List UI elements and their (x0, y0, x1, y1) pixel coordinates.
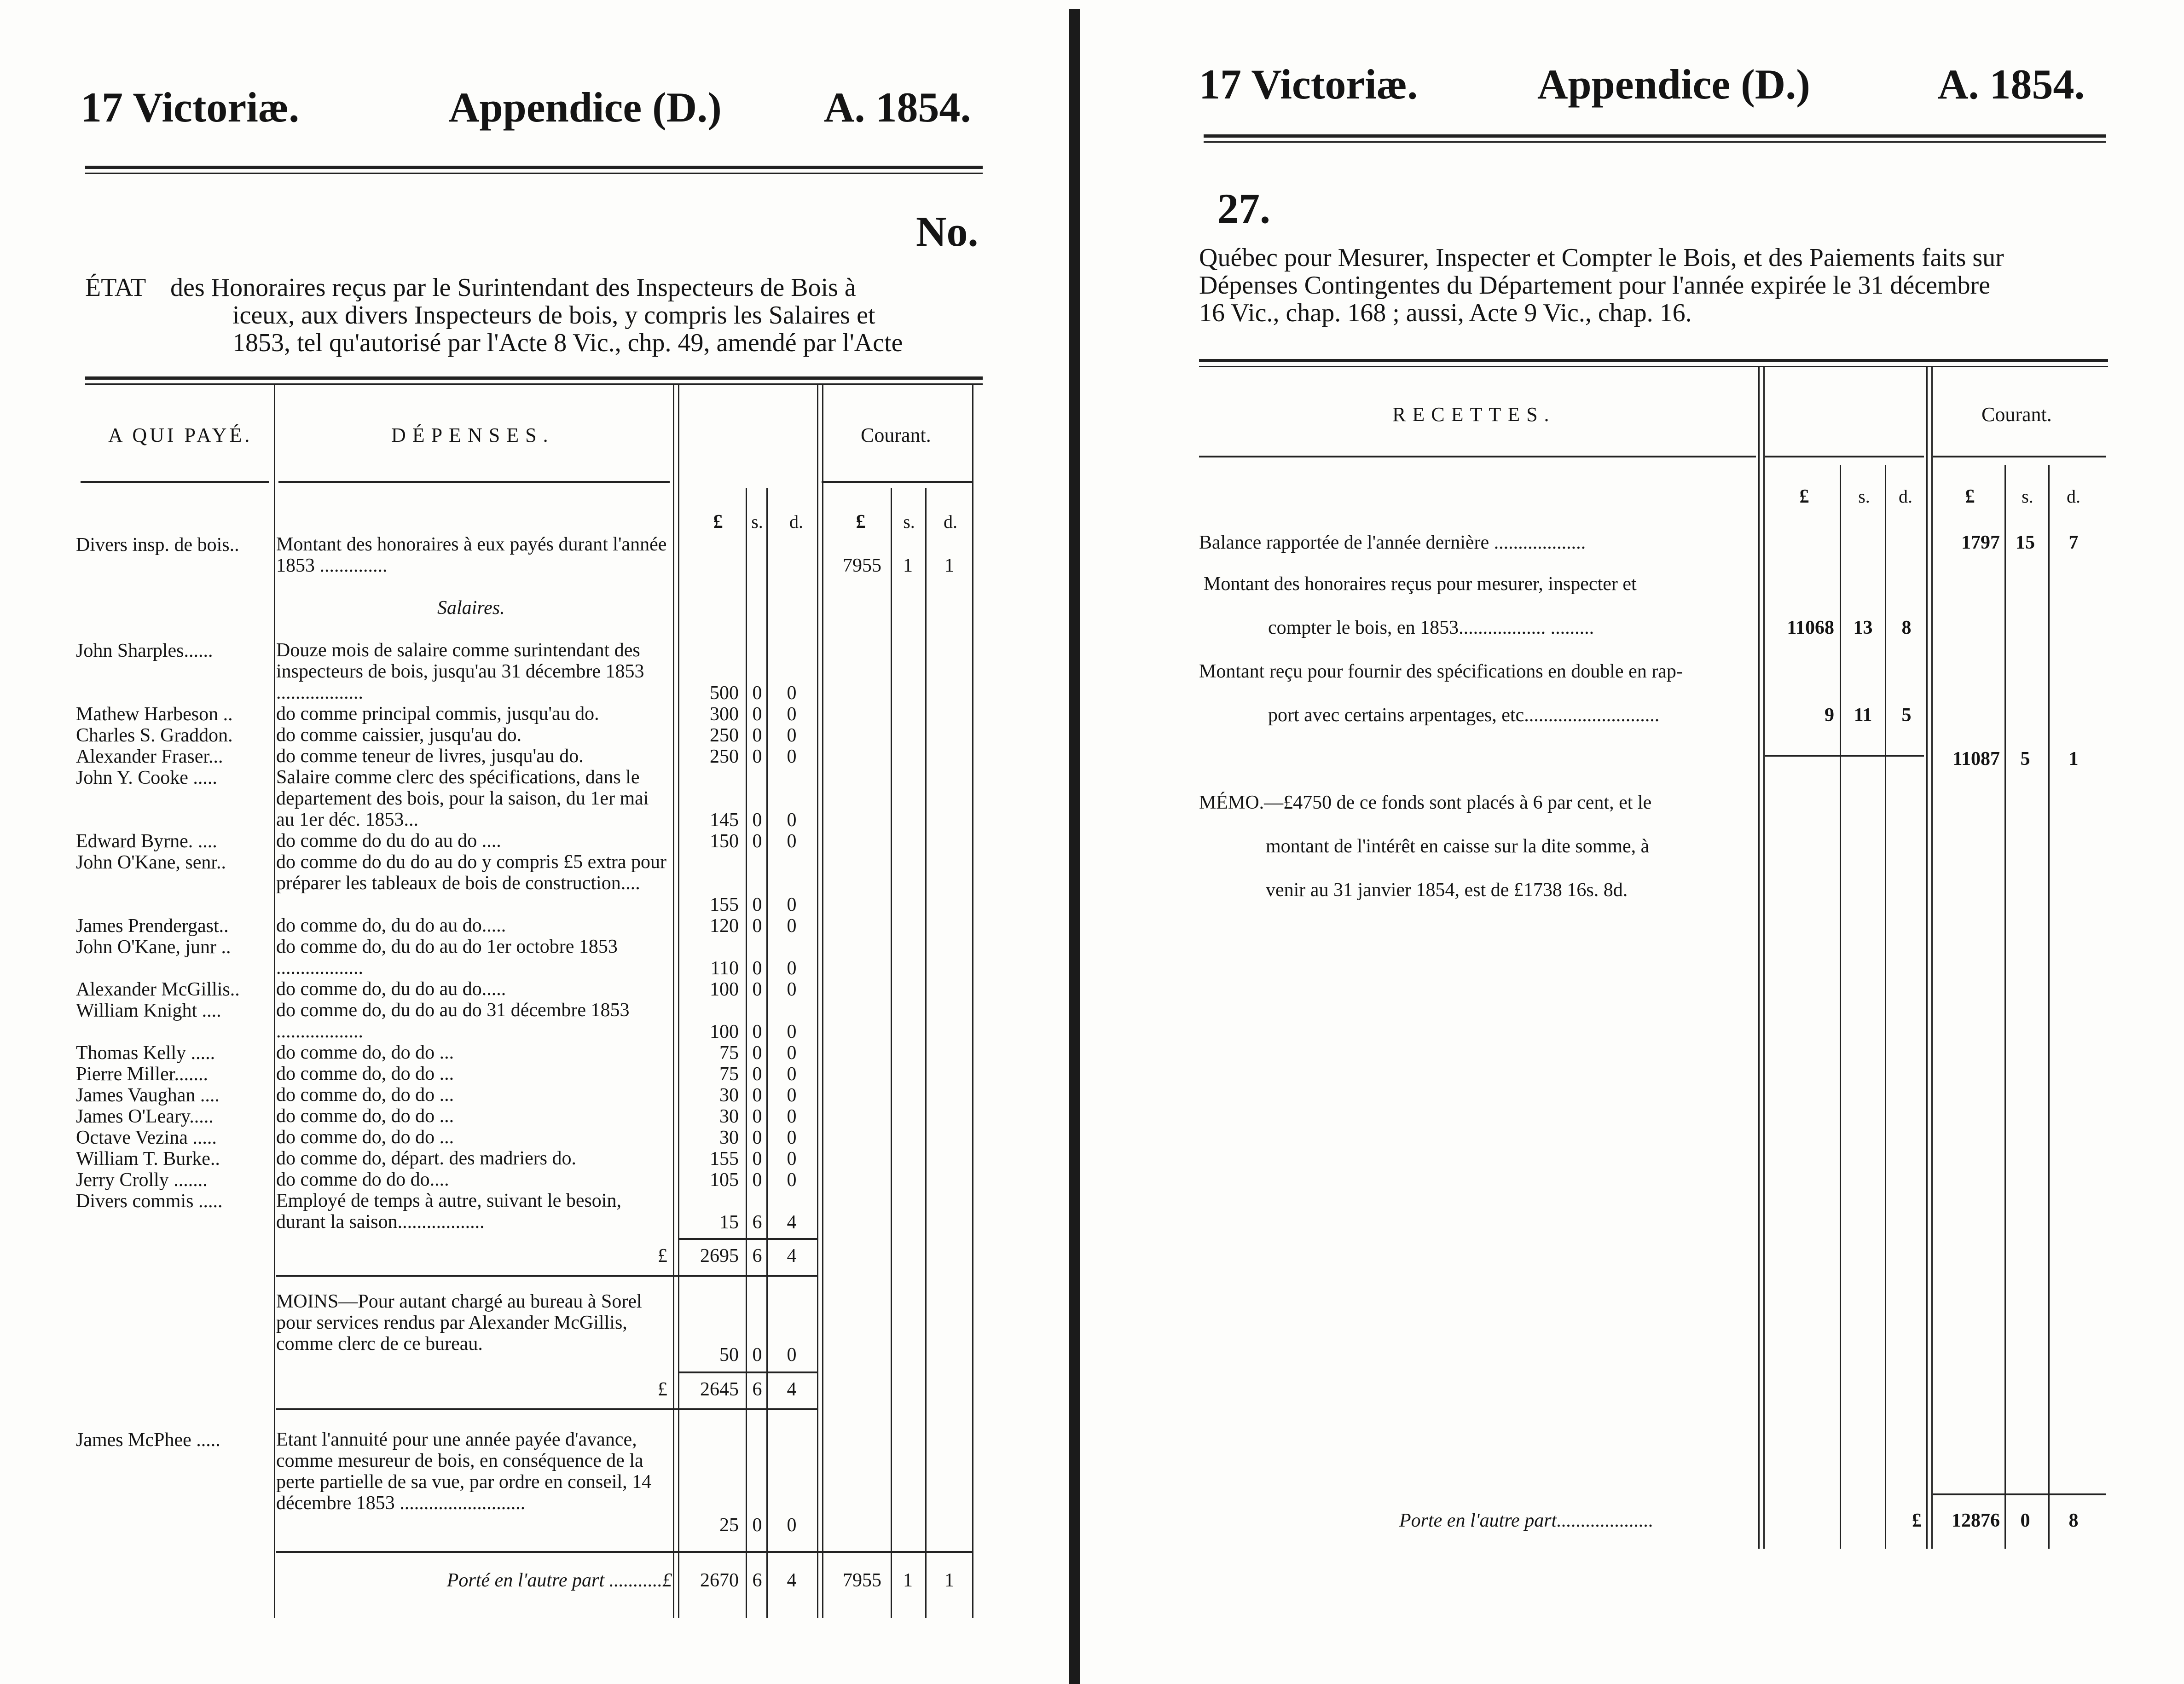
amount-pence: 8 (1901, 617, 1912, 638)
year-header: A. 1854. (824, 84, 971, 131)
section-rule (276, 1275, 817, 1277)
session-header: 17 Victoriæ. (81, 84, 300, 131)
subtotal-current-pounds: 11087 (1952, 748, 2000, 770)
carried-pence: 4 (787, 1570, 797, 1591)
col-divider (746, 488, 747, 1618)
amount-shillings: 0 (752, 894, 762, 915)
amount-pounds: 110 (710, 958, 739, 979)
amount-shillings: 0 (752, 1021, 762, 1042)
amount-pence: 0 (787, 915, 797, 937)
amount-pence: 0 (787, 1148, 797, 1169)
carried-forward-label: Porté en l'autre part ...........£ (446, 1570, 672, 1591)
expense-description: do comme do, du do au do 1er octobre 1853 .................. (276, 936, 618, 978)
header-rule (1204, 134, 2106, 143)
col-divider (2004, 465, 2006, 1549)
current-pence: 7 (2068, 532, 2079, 553)
carried-shillings: 6 (752, 1570, 762, 1591)
subhead-rule (1765, 456, 1924, 457)
payee-name: Edward Byrne. .... (76, 831, 217, 852)
amount-shillings: 11 (1854, 705, 1872, 726)
amount-pence: 0 (787, 1021, 797, 1042)
sum-rule (1765, 755, 1924, 757)
subhead-rule (278, 481, 670, 483)
amount-pounds: 250 (710, 725, 739, 746)
amount-pence: 5 (1901, 705, 1912, 726)
amount-pounds: 150 (710, 831, 739, 852)
table-top-rule (85, 376, 983, 385)
binding-fold (1069, 9, 1080, 1684)
payee-name: Divers commis ..... (76, 1191, 223, 1212)
amount-pounds: 250 (710, 746, 739, 767)
payee-name: Alexander McGillis.. (76, 979, 240, 1000)
subtotal-current-shillings: 5 (2020, 748, 2030, 770)
payee-name: Divers insp. de bois.. (76, 534, 239, 556)
expense-description: do comme do, do do ... (276, 1105, 454, 1127)
amount-pounds: 15 (719, 1212, 739, 1233)
amount-pence: 4 (787, 1212, 797, 1233)
amount-pence: 0 (787, 810, 797, 831)
subhead-rule (1199, 456, 1756, 457)
amount-pence: 0 (787, 683, 797, 704)
shilling-unit: s. (2022, 486, 2033, 507)
receipt-row: Montant reçu pour fournir des spécifications en double en rap- (1199, 661, 1683, 682)
amount-shillings: 0 (752, 958, 762, 979)
memo-line: montant de l'intérêt en caisse sur la dite somme, à (1266, 836, 1650, 857)
expense-description: do comme do do do.... (276, 1169, 449, 1190)
expense-description: do comme do, du do au do..... (276, 915, 506, 936)
col-divider (2048, 465, 2050, 1549)
amount-shillings: 0 (752, 1148, 762, 1169)
payee-name: James Vaughan .... (76, 1085, 220, 1106)
sum-rule (1933, 1493, 2106, 1495)
header-rule (85, 166, 983, 174)
current-pounds: 1797 (1961, 532, 2000, 553)
right-page (1095, 0, 2184, 1684)
amount-pence: 0 (787, 1106, 797, 1127)
amount-shillings: 0 (752, 810, 762, 831)
payee-name: William Knight .... (76, 1000, 221, 1021)
table-top-rule (1199, 359, 2108, 367)
amount-pounds: 100 (710, 979, 739, 1000)
payee-name: John Sharples...... (76, 640, 213, 661)
col-divider (673, 384, 679, 1618)
shilling-unit: s. (751, 511, 763, 532)
appendix-header: Appendice (D.) (449, 84, 722, 131)
col-divider (766, 488, 768, 1618)
number-label: No. (916, 208, 979, 255)
col-divider (891, 488, 892, 1618)
expense-description: do comme caissier, jusqu'au do. (276, 724, 522, 746)
amount-shillings: 0 (752, 1085, 762, 1106)
expense-description: do comme do, do do ... (276, 1063, 454, 1084)
col-head-expenses: DÉPENSES. (391, 424, 555, 446)
payee-name: James O'Leary..... (76, 1106, 214, 1127)
expense-description: Montant des honoraires à eux payés durant l'année 1853 .............. (276, 534, 667, 576)
amount-pounds: 30 (719, 1085, 739, 1106)
session-header: 17 Victoriæ. (1199, 61, 1418, 108)
pound-sign: £ (658, 1245, 667, 1267)
payee-name: Jerry Crolly ....... (76, 1169, 208, 1191)
current-shillings: 15 (2016, 532, 2035, 553)
carried-pounds: 2670 (700, 1570, 739, 1591)
amount-pounds: 155 (710, 894, 739, 915)
title-line2: Dépenses Contingentes du Département pour l'année expirée le 31 décembre (1199, 271, 1990, 300)
expense-description: do comme do du do au do y compris £5 extra pour préparer les tableaux de bois de construction.... (276, 851, 666, 894)
pound-unit: £ (856, 511, 866, 532)
expense-description: do comme do, do do ... (276, 1084, 454, 1105)
subhead-rule (81, 481, 269, 483)
amount-shillings: 0 (752, 1169, 762, 1191)
subtotal-pence: 4 (787, 1245, 797, 1267)
amount-shillings: 0 (752, 1344, 762, 1366)
amount-shillings: 0 (752, 1064, 762, 1085)
payee-name: James Prendergast.. (76, 915, 229, 937)
col-head-current: Courant. (861, 424, 931, 446)
left-page (0, 0, 1068, 1684)
payee-name: Charles S. Graddon. (76, 725, 233, 746)
pence-unit: d. (944, 511, 957, 532)
col-head-receipts: RECETTES. (1392, 403, 1556, 426)
expense-description: do comme do, do do ... (276, 1127, 454, 1148)
title-line3: 1853, tel qu'autorisé par l'Acte 8 Vic., chp. 49, amendé par l'Acte (232, 329, 903, 357)
amount-pounds: 155 (710, 1148, 739, 1169)
col-divider (925, 488, 927, 1618)
title-lead: ÉTAT (85, 273, 146, 302)
subtotal-shillings: 6 (752, 1245, 762, 1267)
title-line1: des Honoraires reçus par le Surintendant des Inspecteurs de Bois à (170, 273, 856, 302)
amount-pounds: 145 (710, 810, 739, 831)
col-divider (817, 384, 823, 1618)
expense-description: Salaire comme clerc des spécifications, dans le departement des bois, pour la saison, du 1er mai au 1er déc. 1853... (276, 767, 649, 830)
carried-current-shillings: 1 (903, 1570, 913, 1591)
col-divider (274, 384, 275, 1618)
carried-current-pounds: 12876 (1952, 1510, 2000, 1531)
amount-pounds: 75 (719, 1042, 739, 1064)
amount-pounds: 300 (710, 704, 739, 725)
payee-name: John O'Kane, senr.. (76, 852, 226, 873)
payee-name: Pierre Miller....... (76, 1064, 208, 1085)
pound-unit: £ (713, 511, 723, 532)
year-header: A. 1854. (1938, 61, 2085, 108)
expense-description: do comme do, départ. des madriers do. (276, 1148, 576, 1169)
amount-shillings: 0 (752, 979, 762, 1000)
amount-pence: 0 (787, 1344, 797, 1366)
shilling-unit: s. (1858, 486, 1870, 507)
amount-pence: 0 (787, 958, 797, 979)
subtotal-current-pence: 1 (2068, 748, 2079, 770)
pence-unit: d. (789, 511, 803, 532)
subtotal-pounds: 2645 (700, 1379, 739, 1400)
col-divider (1758, 366, 1765, 1549)
amount-pence: 0 (787, 746, 797, 767)
payee-name: John Y. Cooke ..... (76, 767, 217, 788)
payee-name: Mathew Harbeson .. (76, 704, 233, 725)
receipt-row: compter le bois, en 1853.................. ......... (1268, 617, 1594, 638)
amount-shillings: 0 (752, 683, 762, 704)
amount-shillings: 0 (752, 1127, 762, 1148)
amount-pence: 0 (787, 1169, 797, 1191)
pound-unit: £ (1965, 486, 1975, 507)
pence-unit: d. (1899, 486, 1912, 507)
col-head-current: Courant. (1981, 403, 2052, 426)
col-divider (1926, 366, 1933, 1549)
subhead-rule (822, 481, 973, 483)
expense-description: do comme do, du do au do..... (276, 978, 506, 1000)
sum-rule (679, 1372, 817, 1373)
amount-pounds: 9 (1825, 705, 1834, 726)
amount-pounds: 50 (719, 1344, 739, 1366)
memo-line: MÉMO.—£4750 de ce fonds sont placés à 6 par cent, et le (1199, 792, 1652, 813)
expense-description: Douze mois de salaire comme surintendant des inspecteurs de bois, jusqu'au 31 décembre 1853 .................. (276, 640, 644, 703)
amount-pounds: 100 (710, 1021, 739, 1042)
pound-sign: £ (658, 1379, 667, 1400)
amount-shillings: 0 (752, 831, 762, 852)
section-rule (276, 1551, 973, 1553)
expense-description: do comme do, du do au do 31 décembre 1853 .................. (276, 1000, 630, 1042)
receipt-row: port avec certains arpentages, etc............................ (1268, 705, 1660, 726)
carried-forward-label: Porte en l'autre part.................... (1399, 1510, 1654, 1531)
amount-pence: 0 (787, 1127, 797, 1148)
amount-pounds: 500 (710, 683, 739, 704)
amount-pence: 0 (787, 1515, 797, 1536)
amount-pence: 0 (787, 831, 797, 852)
amount-pence: 0 (787, 725, 797, 746)
pound-unit: £ (1799, 486, 1809, 507)
amount-shillings: 0 (752, 1042, 762, 1064)
subtotal-pence: 4 (787, 1379, 797, 1400)
pound-sign: £ (1912, 1510, 1922, 1531)
sum-rule (679, 1238, 817, 1240)
payee-name: Alexander Fraser... (76, 746, 223, 767)
payee-name: Thomas Kelly ..... (76, 1042, 215, 1064)
col-head-payee: A QUI PAYÉ. (108, 424, 253, 446)
amount-shillings: 0 (752, 704, 762, 725)
carried-current-pence: 8 (2068, 1510, 2079, 1531)
title-line3: 16 Vic., chap. 168 ; aussi, Acte 9 Vic., chap. 16. (1199, 299, 1692, 327)
amount-pounds: 25 (719, 1515, 739, 1536)
payee-name: Octave Vezina ..... (76, 1127, 217, 1148)
shilling-unit: s. (903, 511, 915, 532)
expense-description: do comme principal commis, jusqu'au do. (276, 703, 599, 724)
carried-current-shillings: 0 (2020, 1510, 2030, 1531)
receipt-row: Montant des honoraires reçus pour mesurer, inspecter et (1204, 573, 1637, 595)
amount-pounds: 105 (710, 1169, 739, 1191)
amount-pounds: 30 (719, 1127, 739, 1148)
salaires-label: Salaires. (437, 597, 505, 619)
amount-pence: 0 (787, 979, 797, 1000)
col-divider (972, 384, 973, 1618)
expense-description: do comme teneur de livres, jusqu'au do. (276, 746, 584, 767)
amount-pounds: 75 (719, 1064, 739, 1085)
payee-name: William T. Burke.. (76, 1148, 220, 1169)
payee-name: James McPhee ..... (76, 1429, 220, 1451)
expense-description: do comme do, do do ... (276, 1042, 454, 1063)
amount-pence: 0 (787, 894, 797, 915)
table-number: 27. (1217, 185, 1270, 232)
title-line2: iceux, aux divers Inspecteurs de bois, y compris les Salaires et (232, 301, 875, 330)
amount-pence: 0 (787, 1042, 797, 1064)
appendix-header: Appendice (D.) (1537, 61, 1810, 108)
amount-shillings: 0 (752, 746, 762, 767)
pence-unit: d. (2067, 486, 2080, 507)
amount-pounds: 11068 (1787, 617, 1834, 638)
expense-description: Etant l'annuité pour une année payée d'avance, comme mesureur de bois, en conséquence de la perte partielle de sa vue, par ordre en conseil, 14 décembre 1853 .......................... (276, 1429, 652, 1514)
subhead-rule (1933, 456, 2106, 457)
moins-description: MOINS—Pour autant chargé au bureau à Sorel pour services rendus par Alexander McGillis, comme clerc de ce bureau. (276, 1291, 642, 1354)
current-pounds: 7955 (843, 555, 881, 576)
current-shillings: 1 (903, 555, 913, 576)
memo-line: venir au 31 janvier 1854, est de £1738 16s. 8d. (1266, 880, 1628, 901)
amount-pounds: 30 (719, 1106, 739, 1127)
amount-shillings: 6 (752, 1212, 762, 1233)
carried-current-pounds: 7955 (843, 1570, 881, 1591)
col-divider (1840, 465, 1841, 1549)
current-pence: 1 (944, 555, 954, 576)
col-divider (1885, 465, 1886, 1549)
expense-description: Employé de temps à autre, suivant le besoin, durant la saison.................. (276, 1190, 621, 1233)
amount-pence: 0 (787, 1064, 797, 1085)
amount-pounds: 120 (710, 915, 739, 937)
amount-shillings: 0 (752, 1106, 762, 1127)
amount-shillings: 13 (1853, 617, 1873, 638)
amount-pence: 0 (787, 1085, 797, 1106)
amount-shillings: 0 (752, 915, 762, 937)
amount-shillings: 0 (752, 725, 762, 746)
amount-shillings: 0 (752, 1515, 762, 1536)
receipt-row: Balance rapportée de l'année dernière ................... (1199, 532, 1586, 553)
subtotal-pounds: 2695 (700, 1245, 739, 1267)
amount-pence: 0 (787, 704, 797, 725)
subtotal-shillings: 6 (752, 1379, 762, 1400)
title-line1: Québec pour Mesurer, Inspecter et Compter le Bois, et des Paiements faits sur (1199, 243, 2004, 272)
carried-current-pence: 1 (944, 1570, 954, 1591)
payee-name: John O'Kane, junr .. (76, 937, 231, 958)
expense-description: do comme do du do au do .... (276, 830, 501, 851)
section-rule (276, 1408, 817, 1410)
